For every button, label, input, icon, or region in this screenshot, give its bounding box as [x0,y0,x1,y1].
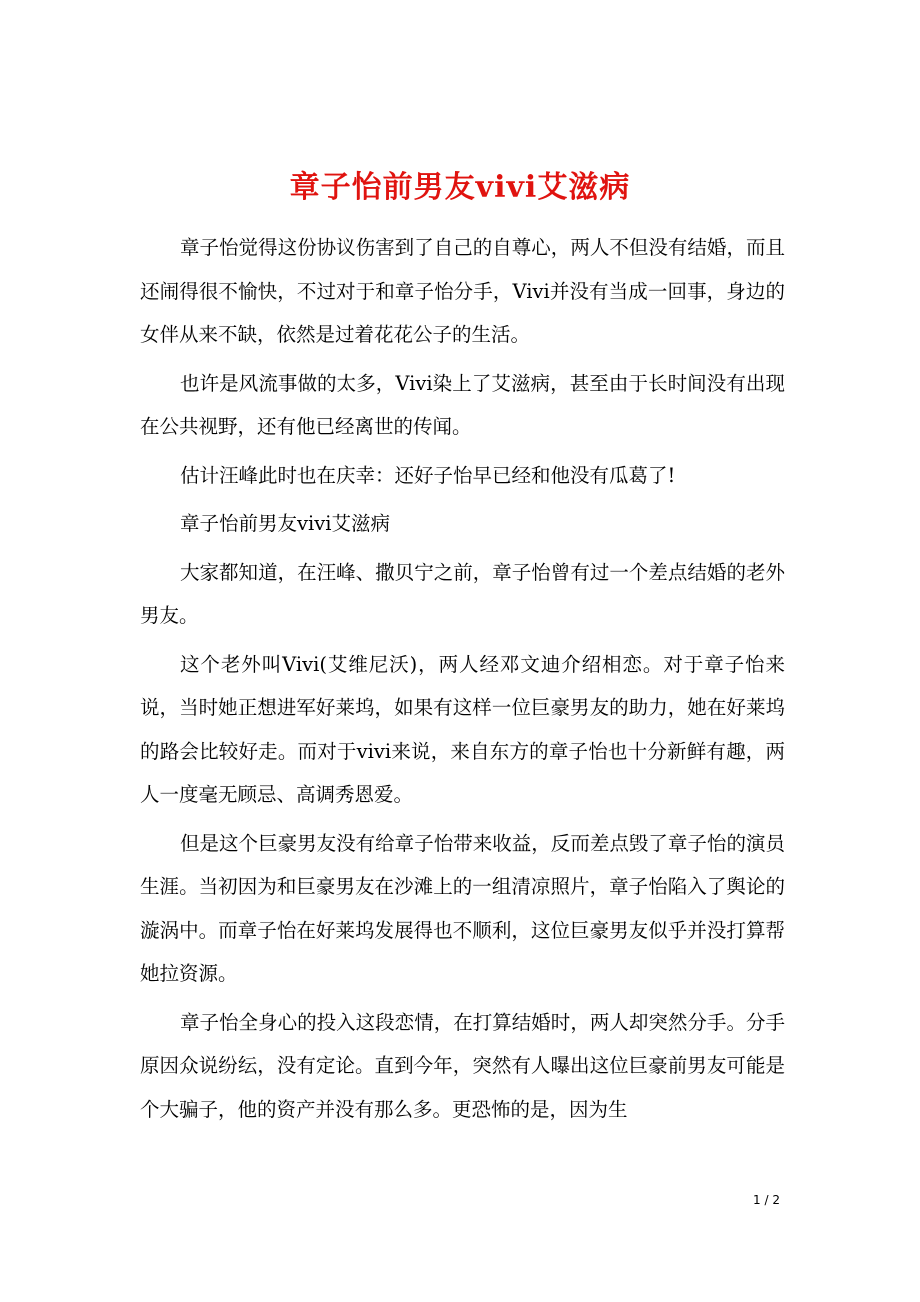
paragraph-3: 估计汪峰此时也在庆幸：还好子怡早已经和他没有瓜葛了! [180,463,676,487]
document-body [140,226,785,1131]
paragraph-5: 这个老外叫Vivi(艾维尼沃)，两人经邓文迪介绍相恋。对于章子怡来说，当时她正想进军好莱坞，如果有这样一位巨豪男友的助力，她在好莱坞的路会比较好走。而对于vivi来说，来自东方的章子怡也十分新鲜有趣，两人一度毫无顾忌、高调秀恩爱。 [140,652,785,806]
paragraph-1: 章子怡觉得这份协议伤害到了自己的自尊心，两人不但没有结婚，而且还闹得很不愉快，不过对于和章子怡分手，Vivi并没有当成一回事，身边的女伴从来不缺，依然是过着花花公子的生活。 [140,236,785,346]
document-title: 章子怡前男友vivi艾滋病 [289,170,631,206]
paragraph-2: 也许是风流事做的太多，Vivi染上了艾滋病，甚至由于长时间没有出现在公共视野，还有他已经离世的传闻。 [140,371,785,438]
section-heading: 章子怡前男友vivi艾滋病 [180,512,391,535]
paragraph-4: 大家都知道，在汪峰、撒贝宁之前，章子怡曾有过一个差点结婚的老外男友。 [140,560,785,627]
page-number: 1 / 2 [753,1193,780,1207]
paragraph-6: 但是这个巨豪男友没有给章子怡带来收益，反而差点毁了章子怡的演员生涯。当初因为和巨豪男友在沙滩上的一组清凉照片，章子怡陷入了舆论的漩涡中。而章子怡在好莱坞发展得也不顺利，这位巨豪男友似乎并没打算帮她拉资源。 [140,831,785,985]
paragraph-7: 章子怡全身心的投入这段恋情，在打算结婚时，两人却突然分手。分手原因众说纷纭，没有定论。直到今年，突然有人曝出这位巨豪前男友可能是个大骗子，他的资产并没有那么多。更恐怖的是，因为生 [140,1010,785,1121]
